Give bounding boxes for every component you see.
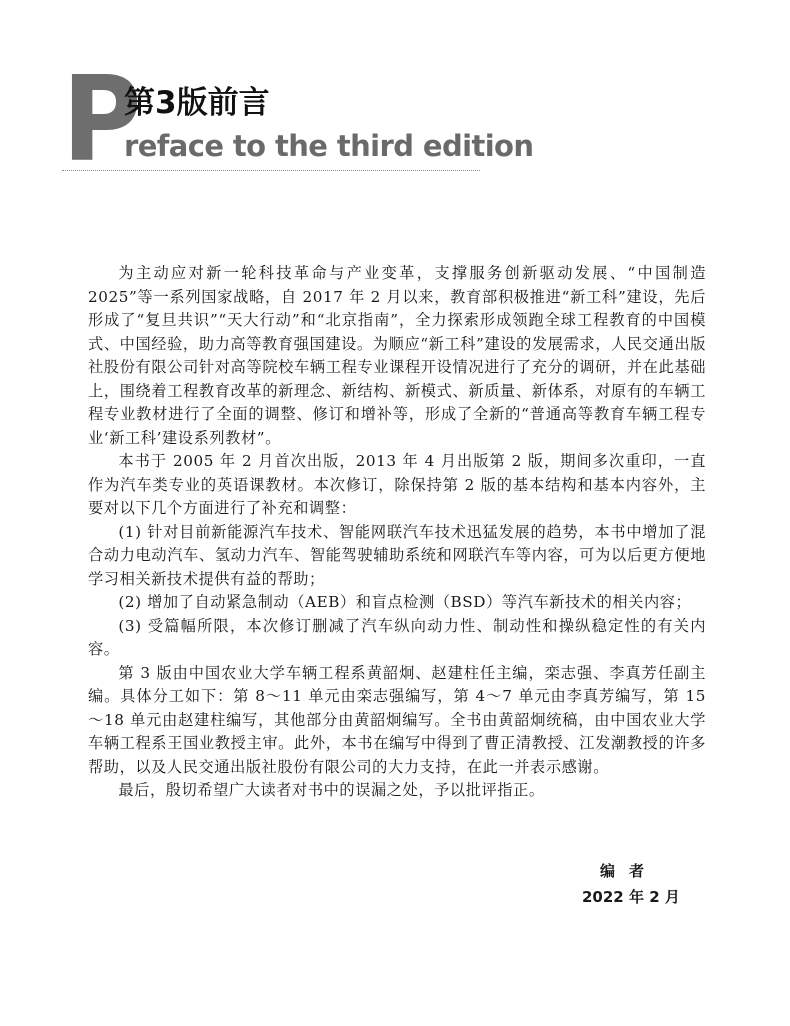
date-label: 2022 年 2 月 <box>582 888 680 906</box>
list-item: (2) 增加了自动紧急制动（AEB）和盲点检测（BSD）等汽车新技术的相关内容； <box>118 593 692 611</box>
editor-label: 编者 <box>600 862 659 880</box>
paragraph: 最后，殷切希望广大读者对书中的误漏之处，予以批评指正。 <box>118 781 545 799</box>
preface-body <box>88 262 706 803</box>
list-item: (3) 受篇幅所限，本次修订删减了汽车纵向动力性、制动性和操纵稳定性的有关内容。 <box>88 616 706 658</box>
list-item: (1) 针对目前新能源汽车技术、智能网联汽车技术迅猛发展的趋势，本书中增加了混合动力电动汽车、氢动力汽车、智能驾驶辅助系统和网联汽车等内容，可为以后更方便地学习相关新技术提供有益的帮助； <box>88 522 706 588</box>
page-title: 第3版前言 <box>124 85 270 121</box>
decorative-initial-letter: P <box>62 50 142 188</box>
header-divider <box>62 170 480 171</box>
paragraph: 本书于 2005 年 2 月首次出版，2013 年 4 月出版第 2 版，期间多次重印，一直作为汽车类专业的英语课教材。本次修订，除保持第 2 版的基本结构和基本内容外，主要对以下几个方面进行了补充和调整： <box>88 452 706 517</box>
paragraph: 第 3 版由中国农业大学车辆工程系黄韶炯、赵建柱任主编，栾志强、李真芳任副主编。具体分工如下：第 8～11 单元由栾志强编写，第 4～7 单元由李真芳编写，第 15～18 单元由赵建柱编写，其他部分由黄韶炯编写。全书由黄韶炯统稿，由中国农业大学车辆工程系王国业教授主审。此外，本书在编写中得到了曹正清教授、江发潮教授的许多帮助，以及人民交通出版社股份有限公司的大力支持，在此一并表示感谢。 <box>88 663 706 776</box>
paragraph: 为主动应对新一轮科技革命与产业变革，支撑服务创新驱动发展、“中国制造 2025”等一系列国家战略，自 2017 年 2 月以来，教育部积极推进“新工科”建设，先后形成了“复旦共识”“天大行动”和“北京指南”，全力探索形成领跑全球工程教育的中国模式、中国经验，助力高等教育强国建设。为顺应“新工科”建设的发展需求，人民交通出版社股份有限公司针对高等院校车辆工程专业课程开设情况进行了充分的调研，并在此基础上，围绕着工程教育改革的新理念、新结构、新模式、新质量、新体系，对原有的车辆工程专业教材进行了全面的调整、修订和增补等，形成了全新的“普通高等教育车辆工程专业‘新工科’建设系列教材”。 <box>88 264 706 447</box>
preface-header <box>62 50 534 188</box>
page-subtitle: reface to the third edition <box>124 129 534 163</box>
